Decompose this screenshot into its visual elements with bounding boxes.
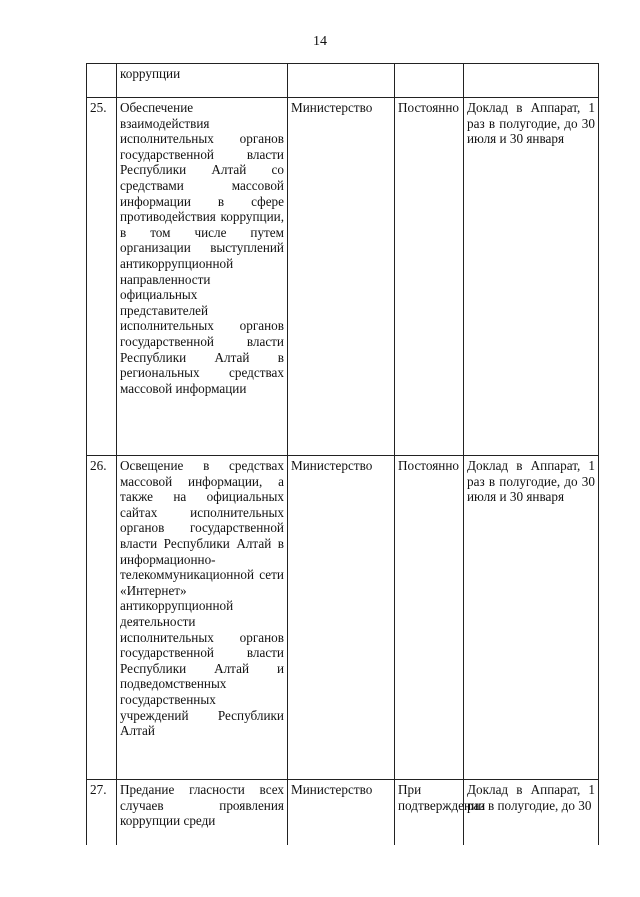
- measure-name: Обеспечение взаимодействия исполнительных органов государственной власти Республики Алтай со средствами массовой информации в сфере противодействия коррупции, в том числе путем организации выступлений антикоррупционной направленности официальных представителей исполнительных органов государственной власти Республики Алтай в региональных средствах массовой информации: [117, 98, 288, 456]
- measures-table: [86, 63, 599, 845]
- report-form: [464, 64, 599, 98]
- row-number: 25.: [87, 98, 117, 456]
- measure-name: коррупции: [117, 64, 288, 98]
- executor: [288, 64, 395, 98]
- measure-name: Предание гласности всех случаев проявления коррупции среди: [117, 780, 288, 846]
- report-form: Доклад в Аппарат, 1 раз в полугодие, до 30 июля и 30 января: [464, 98, 599, 456]
- page-number: 14: [313, 34, 327, 49]
- report-form: Доклад в Аппарат, 1 раз в полугодие, до 30: [464, 780, 599, 846]
- table-row: [87, 98, 599, 456]
- row-number: [87, 64, 117, 98]
- table-row: [87, 456, 599, 780]
- term: [395, 64, 464, 98]
- term: Постоянно: [395, 456, 464, 780]
- row-number: 26.: [87, 456, 117, 780]
- table-row: [87, 64, 599, 98]
- row-number: 27.: [87, 780, 117, 846]
- report-form: Доклад в Аппарат, 1 раз в полугодие, до 30 июля и 30 января: [464, 456, 599, 780]
- term: Постоянно: [395, 98, 464, 456]
- term: При подтверждении: [395, 780, 464, 846]
- executor: Министерство: [288, 456, 395, 780]
- executor: Министерство: [288, 780, 395, 846]
- table-row: [87, 780, 599, 846]
- executor: Министерство: [288, 98, 395, 456]
- measure-name: Освещение в средствах массовой информации, а также на официальных сайтах исполнительных органов государственной власти Республики Алтай в информационно-телекоммуникационной сети «Интернет» антикоррупционной деятельности исполнительных органов государственной власти Республики Алтай и подведомственных государственных учреждений Республики Алтай: [117, 456, 288, 780]
